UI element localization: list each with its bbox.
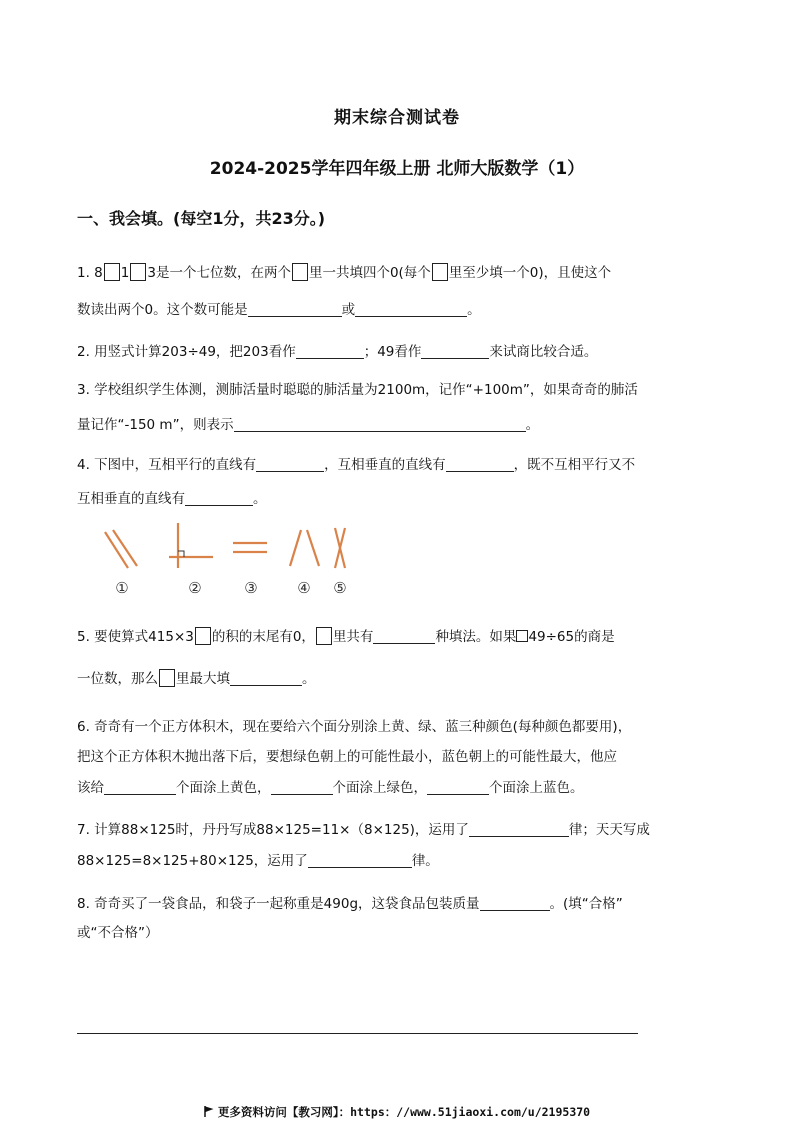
figure-4-lines [290, 530, 319, 566]
question-1-line-1: 1. 8 1 3是一个七位数，在两个 里一共填四个0(每个 里至少填一个0)，且使这个 [77, 265, 612, 281]
answer-blank[interactable] [185, 491, 253, 506]
answer-blank[interactable] [446, 457, 514, 472]
figure-5-lines [335, 528, 345, 568]
page-title: 期末综合测试卷 [334, 108, 460, 128]
figure-3-lines [233, 543, 267, 552]
lines-figure [95, 518, 365, 600]
figure-1-lines [105, 530, 137, 568]
answer-box[interactable] [195, 627, 211, 645]
answer-box[interactable] [159, 669, 175, 687]
question-4-line-2: 互相垂直的直线有 。 [77, 491, 267, 507]
answer-box[interactable] [432, 263, 448, 281]
question-3-line-1: 3. 学校组织学生体测，测肺活量时聪聪的肺活量为2100m，记作“+100m”，如果奇奇的肺活 [77, 382, 638, 398]
question-5-line-1: 5. 要使算式415×3 的积的末尾有0， 里共有 种填法。如果 49÷65的商是 [77, 629, 615, 645]
answer-blank[interactable] [296, 344, 364, 359]
answer-blank[interactable] [373, 629, 435, 644]
answer-blank[interactable] [480, 896, 550, 911]
question-6-line-1: 6. 奇奇有一个正方体积木，现在要给六个面分别涂上黄、绿、蓝三种颜色(每种颜色都要用)， [77, 719, 632, 735]
question-8-line-1: 8. 奇奇买了一袋食品，和袋子一起称重是490g，这袋食品包装质量 。(填“合格” [77, 896, 623, 912]
figure-label-2: ② [188, 579, 202, 597]
answer-blank[interactable] [230, 671, 302, 686]
figure-label-5: ⑤ [333, 579, 347, 597]
question-6-line-3: 该给 个面涂上黄色， 个面涂上绿色， 个面涂上蓝色。 [77, 780, 584, 796]
footer-link[interactable]: 更多资料访问【教习网】：https：//www.51jiaoxi.com/u/2195370 [217, 1105, 591, 1119]
answer-blank[interactable] [308, 853, 412, 868]
line-b [113, 530, 137, 566]
question-7-line-2: 88×125=8×125+80×125，运用了 律。 [77, 853, 439, 869]
figure-2-lines [169, 523, 213, 568]
divider [77, 1033, 638, 1034]
question-1-line-2: 数读出两个0。这个数可能是 或 。 [77, 302, 481, 318]
figure-label-4: ④ [297, 579, 311, 597]
answer-blank[interactable] [355, 302, 467, 317]
section-heading: 一、我会填。(每空1分，共23分。) [77, 209, 326, 228]
flag-icon [204, 1106, 214, 1117]
answer-blank[interactable] [469, 822, 569, 837]
answer-blank[interactable] [427, 780, 489, 795]
figure-label-3: ③ [244, 579, 258, 597]
answer-box[interactable] [104, 263, 120, 281]
question-6-line-2: 把这个正方体积木抛出落下后，要想绿色朝上的可能性最小，蓝色朝上的可能性最大，他应 [77, 749, 617, 765]
answer-blank[interactable] [104, 780, 176, 795]
question-3-line-2: 量记作“-150 m”，则表示 。 [77, 417, 540, 433]
question-7-line-1: 7. 计算88×125时，丹丹写成88×125=11×（8×125)，运用了 律；天天写成 [77, 822, 650, 838]
line-left [290, 530, 301, 566]
footer [0, 1104, 794, 1120]
answer-blank[interactable] [421, 344, 489, 359]
question-2: 2. 用竖式计算203÷49，把203看作 ；49看作 来试商比较合适。 [77, 344, 598, 360]
page-subtitle: 2024-2025学年四年级上册 北师大版数学（1） [209, 159, 585, 179]
question-8-line-2: 或“不合格”） [77, 925, 159, 941]
answer-blank[interactable] [234, 417, 526, 432]
question-5-line-2: 一位数，那么 里最大填 。 [77, 671, 316, 687]
question-4-line-1: 4. 下图中，互相平行的直线有 ，互相垂直的直线有 ，既不互相平行又不 [77, 457, 636, 473]
line-a [105, 532, 128, 568]
answer-blank[interactable] [248, 302, 342, 317]
answer-box[interactable] [130, 263, 146, 281]
answer-box[interactable] [316, 627, 332, 645]
answer-box[interactable] [292, 263, 308, 281]
answer-blank[interactable] [256, 457, 324, 472]
answer-box-small[interactable] [516, 630, 528, 642]
line-right [307, 530, 319, 566]
figure-label-1: ① [115, 579, 129, 597]
answer-blank[interactable] [271, 780, 333, 795]
